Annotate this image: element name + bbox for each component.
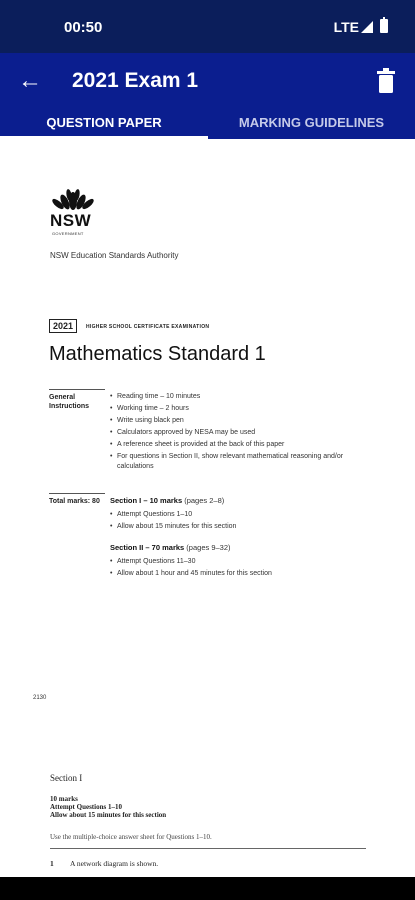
logo-text: NSW [50,211,92,230]
section-one-marks: 10 marks [50,795,78,803]
list-item: • Attempt Questions 1–10 [110,510,370,520]
delete-icon[interactable] [375,68,397,94]
logo-subtext: GOVERNMENT [52,231,84,236]
tab-question-paper[interactable]: QUESTION PAPER [0,111,208,139]
section-two-pages: (pages 9–32) [184,543,231,552]
battery-icon [380,19,388,33]
general-instructions-list [110,392,370,474]
list-item: • Working time – 2 hours [110,404,370,414]
back-arrow-icon[interactable]: ← [18,67,42,94]
list-item: • Calculators approved by NESA may be used [110,428,370,438]
list-item: • Allow about 15 minutes for this section [110,522,370,532]
divider [49,493,105,494]
waratah-icon [50,187,96,211]
list-item: • Reading time – 10 minutes [110,392,370,402]
section-one-heading-bold: Section I – 10 marks [110,496,183,505]
list-item: • Allow about 1 hour and 45 minutes for this section [110,569,370,579]
section-two-list [110,557,370,581]
status-time: 00:50 [64,19,103,36]
list-item: • A reference sheet is provided at the back of this paper [110,440,370,450]
tab-marking-guidelines[interactable]: MARKING GUIDELINES [238,115,385,130]
section-one-attempt: Attempt Questions 1–10 [50,803,122,811]
subject-title: Mathematics Standard 1 [49,343,266,365]
list-item: • Attempt Questions 11–30 [110,557,370,567]
section-two-heading-bold: Section II – 70 marks [110,543,185,552]
divider [49,389,105,390]
question-number: 1 [50,859,54,868]
system-nav-bar [0,877,415,900]
divider [50,848,366,849]
answer-sheet-note: Use the multiple-choice answer sheet for Questions 1–10. [50,833,212,841]
app-bar [0,53,415,111]
authority-name: NSW Education Standards Authority [50,251,179,260]
section-one-info [50,795,166,819]
page-title: 2021 Exam 1 [72,69,199,92]
status-bar [0,0,415,53]
general-instructions-label: General Instructions [49,394,90,410]
pdf-page[interactable] [0,139,415,877]
section-one-title: Section I [50,773,83,783]
list-item: • Write using black pen [110,416,370,426]
question-text: A network diagram is shown. [70,859,159,868]
network-type: LTE [333,19,359,35]
list-item: • For questions in Section II, show relevant mathematical reasoning and/or calculations [110,452,370,472]
section-two-heading [110,543,231,552]
exam-type: HIGHER SCHOOL CERTIFICATE EXAMINATION [86,324,210,330]
section-one-list [110,510,370,534]
page-code: 2130 [33,695,47,701]
total-marks-label: Total marks: 80 [49,498,100,505]
section-one-heading [110,496,224,505]
nsw-logo [50,187,96,237]
section-one-allow: Allow about 15 minutes for this section [50,811,167,819]
exam-year: 2021 [49,319,77,333]
signal-icon [361,21,373,33]
section-one-pages: (pages 2–8) [182,496,225,505]
tab-bar [0,111,415,139]
